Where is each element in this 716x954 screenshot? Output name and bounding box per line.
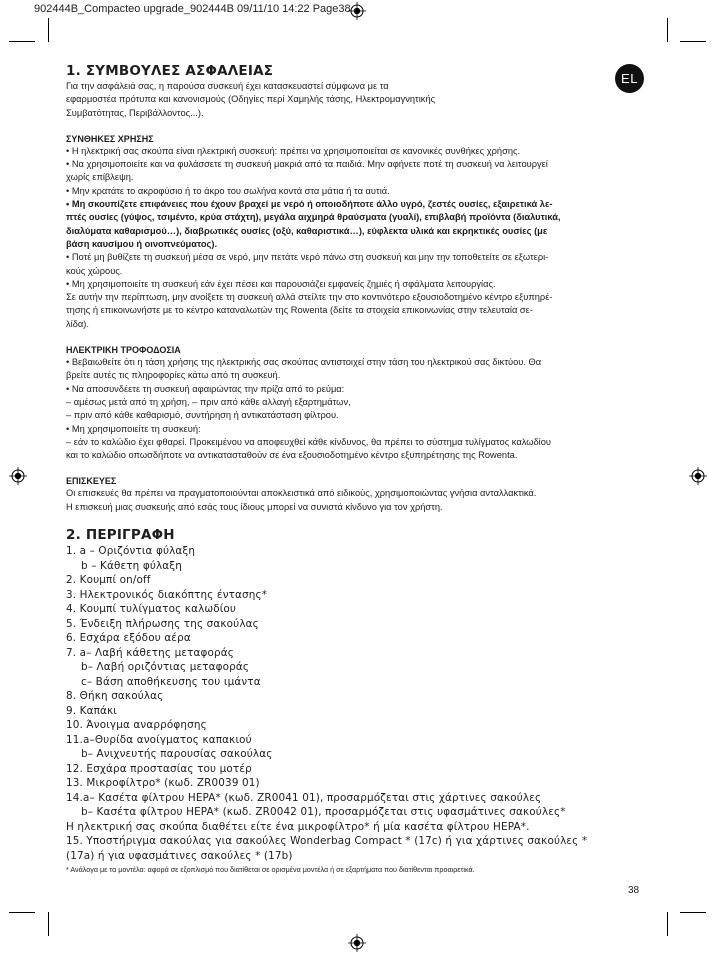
section-title-description: 2. ΠΕΡΙΓΡΑΦΗ — [66, 527, 175, 544]
page-content — [66, 63, 646, 875]
warning-line: βάση καυσίμου ή οινοπνεύματος). — [66, 238, 218, 249]
crop-mark — [667, 18, 668, 42]
text-line: • Να χρησιμοποιείτε και να φυλάσσετε τη συσκευή μακριά από τα παιδιά. Μην αφήνετε ποτέ τη συσκευή να λειτουργεί — [66, 159, 548, 170]
parts-list — [66, 544, 646, 863]
list-item: 9. Καπάκι — [66, 704, 117, 717]
registration-mark-icon — [348, 2, 366, 20]
text-line: εφαρμοστέα πρότυπα και κανονισμούς (Οδηγίες περί Χαμηλής τάσης, Ηλεκτρομαγνητικής — [66, 94, 436, 105]
list-item: 8. Θήκη σακούλας — [66, 690, 164, 703]
list-item: c– Βάση αποθήκευσης του ιμάντα — [81, 675, 261, 688]
text-line: – εάν το καλώδιο έχει φθαρεί. Προκειμένου να αποφευχθεί κάθε κίνδυνος, θα πρέπει το σύστημα τυλίγματος καλωδίου — [66, 436, 551, 447]
text-line: Συμβατότητας, Περιβάλλοντος...). — [66, 107, 204, 118]
list-item: 6. Εσχάρα εξόδου αέρα — [66, 632, 191, 645]
text-line: • Μη χρησιμοποιείτε τη συσκευή: — [66, 423, 201, 434]
text-line: • Μη χρησιμοποιείτε τη συσκευή εάν έχει πέσει και παρουσιάζει εμφανείς ζημιές ή σφάλματα λειτουργίας. — [66, 278, 496, 289]
language-badge: EL — [615, 64, 644, 93]
list-item: (17a) ή για υφασμάτινες σακούλες * (17b) — [66, 849, 293, 862]
text-line: Οι επισκευές θα πρέπει να πραγματοποιούνται αποκλειστικά από ειδικούς, χρησιμοποιώντας γνήσια ανταλλακτικά. — [66, 488, 537, 499]
warning-line: διαλύματα καθαρισμού…), διαβρωτικές ουσίες (οξύ, καθαριστικά…), εύφλεκτα υλικά και εκρηκτικές ουσίες (με — [66, 225, 548, 236]
list-item: b– Λαβή οριζόντιας μεταφοράς — [81, 661, 250, 674]
list-item: 1. a – Οριζόντια φύλαξη — [66, 545, 196, 558]
list-item: 10. Άνοιγμα αναρρόφησης — [66, 719, 207, 732]
text-line: χωρίς επίβλεψη. — [66, 172, 134, 183]
crop-mark — [9, 41, 35, 42]
list-item: 4. Κουμπί τυλίγματος καλωδίου — [66, 603, 237, 616]
list-item: 13. Μικροφίλτρο* (κωδ. ZR0039 01) — [66, 777, 260, 790]
text-line: Σε αυτήν την περίπτωση, μην ανοίξετε τη συσκευή αλλά στείλτε την στο κοντινότερο εξουσιοδοτημένο κέντρο εξυπηρέ- — [66, 292, 553, 303]
list-item: b – Κάθετη φύλαξη — [81, 559, 182, 572]
text-line: • Να αποσυνδέετε τη συσκευή αφαιρώντας την πρίζα από το ρεύμα: — [66, 383, 345, 394]
list-item: b– Κασέτα φίλτρου HEPA* (κωδ. ZR0042 01), προσαρμόζεται στις υφασμάτινες σακούλες* — [81, 806, 566, 819]
crop-mark — [680, 41, 706, 42]
text-line: – αμέσως μετά από τη χρήση, – πριν από κάθε αλλαγή εξαρτημάτων, — [66, 396, 351, 407]
subsection-title-power: ΗΛΕΚΤΡΙΚΗ ΤΡΟΦΟΔΟΣΙΑ — [66, 345, 181, 356]
text-line: • Βεβαιωθείτε ότι η τάση χρήσης της ηλεκτρικής σας σκούπας αντιστοιχεί στην τάση του ηλεκτρικού σας δικτύου. Θα — [66, 357, 542, 368]
text-line: βρείτε αυτές τις πληροφορίες κάτω από τη συσκευή. — [66, 370, 281, 381]
subsection-title-usage: ΣΥΝΘΗΚΕΣ ΧΡΗΣΗΣ — [66, 133, 154, 144]
crop-mark — [9, 912, 35, 913]
text-line: – πριν από κάθε καθαρισμό, συντήρηση ή αντικατάσταση φίλτρου. — [66, 410, 339, 421]
section-title-safety: 1. ΣΥΜΒΟΥΛΕΣ ΑΣΦΑΛΕΙΑΣ — [66, 63, 274, 79]
list-item: 11.a–Θυρίδα ανοίγματος καπακιού — [66, 733, 252, 746]
list-item: 7. a– Λαβή κάθετης μεταφοράς — [66, 646, 235, 659]
crop-mark — [667, 912, 668, 936]
footnote: * Ανάλογα με τα μοντέλα: αφορά σε εξοπλισμό που διατίθεται σε ορισμένα μοντέλα ή σε εξαρτήματα που διατίθενται προαιρετικά. — [66, 865, 475, 875]
list-item: 14.a– Κασέτα φίλτρου HEPA* (κωδ. ZR0041 01), προσαρμόζεται στις χάρτινες σακούλες — [66, 791, 542, 804]
crop-mark — [680, 912, 706, 913]
list-item: 15. Υποστήριγμα σακούλας για σακούλες Wonderbag Compact * (17c) ή για χάρτινες σακούλες * — [66, 835, 588, 848]
text-line: και το καλώδιο οπωσδήποτε να αντικατασταθούν σε ένα εξουσιοδοτημένο κέντρο εξυπηρέτησης της Rowenta. — [66, 450, 518, 461]
warning-line: πτές ουσίες (γύψος, τσιμέντο, κρύα στάχτη), μεγάλα αιχμηρά θραύσματα (γυαλί), επιβλαβή προϊόντα (διαλυτικά, — [66, 212, 561, 223]
registration-mark-icon — [348, 934, 366, 952]
text-line: λίδα). — [66, 318, 89, 329]
text-line: Η επισκευή μιας συσκευής από εσάς τους ίδιους μπορεί να συνιστά κίνδυνο για τον χρήστη. — [66, 501, 443, 512]
text-line: • Μην κρατάτε το ακροφύσιο ή το άκρο του σωλήνα κοντά στα μάτια ή τα αυτιά. — [66, 185, 390, 196]
text-line: • Η ηλεκτρική σας σκούπα είναι ηλεκτρική συσκευή: πρέπει να χρησιμοποιείται σε κανονικές συνθήκες χρήσης. — [66, 145, 521, 156]
list-item: 5. Ένδειξη πλήρωσης της σακούλας — [66, 617, 259, 630]
list-item: b– Ανιχνευτής παρουσίας σακούλας — [81, 748, 273, 761]
text-line: • Ποτέ μη βυθίζετε τη συσκευή μέσα σε νερό, μην πετάτε νερό πάνω στη συσκευή και μην την τοποθετείτε σε εξωτερι- — [66, 252, 549, 263]
text-line: Για την ασφάλειά σας, η παρούσα συσκευή έχει κατασκευαστεί σύμφωνα με τα — [66, 81, 389, 91]
list-item: 12. Εσχάρα προστασίας του μοτέρ — [66, 762, 252, 775]
text-line: κούς χώρους. — [66, 265, 123, 276]
list-item: 3. Ηλεκτρονικός διακόπτης έντασης* — [66, 588, 268, 601]
crop-mark — [48, 912, 49, 936]
list-item: 2. Κουμπί on/off — [66, 574, 151, 587]
print-slug: 902444B_Compacteo upgrade_902444B 09/11/10 14:22 Page38 — [34, 3, 351, 15]
registration-mark-icon — [689, 467, 707, 485]
warning-line: • Μη σκουπίζετε επιφάνειες που έχουν βραχεί με νερό ή οποιοδήποτε άλλο υγρό, ζεστές ουσίες, εξαιρετικά λε- — [66, 199, 553, 210]
registration-mark-icon — [9, 467, 27, 485]
subsection-title-repairs: ΕΠΙΣΚΕΥΕΣ — [66, 476, 117, 487]
page-number: 38 — [628, 885, 640, 896]
crop-mark — [48, 18, 49, 42]
text-line: τησης ή επικοινωνήστε με το κέντρο καταναλωτών της Rowenta (δείτε τα στοιχεία επικοινωνίας στην τελευταία σε- — [66, 305, 533, 316]
list-item: Η ηλεκτρική σας σκούπα διαθέτει είτε ένα μικροφίλτρο* ή μία κασέτα φίλτρου HEPA*. — [66, 820, 530, 833]
